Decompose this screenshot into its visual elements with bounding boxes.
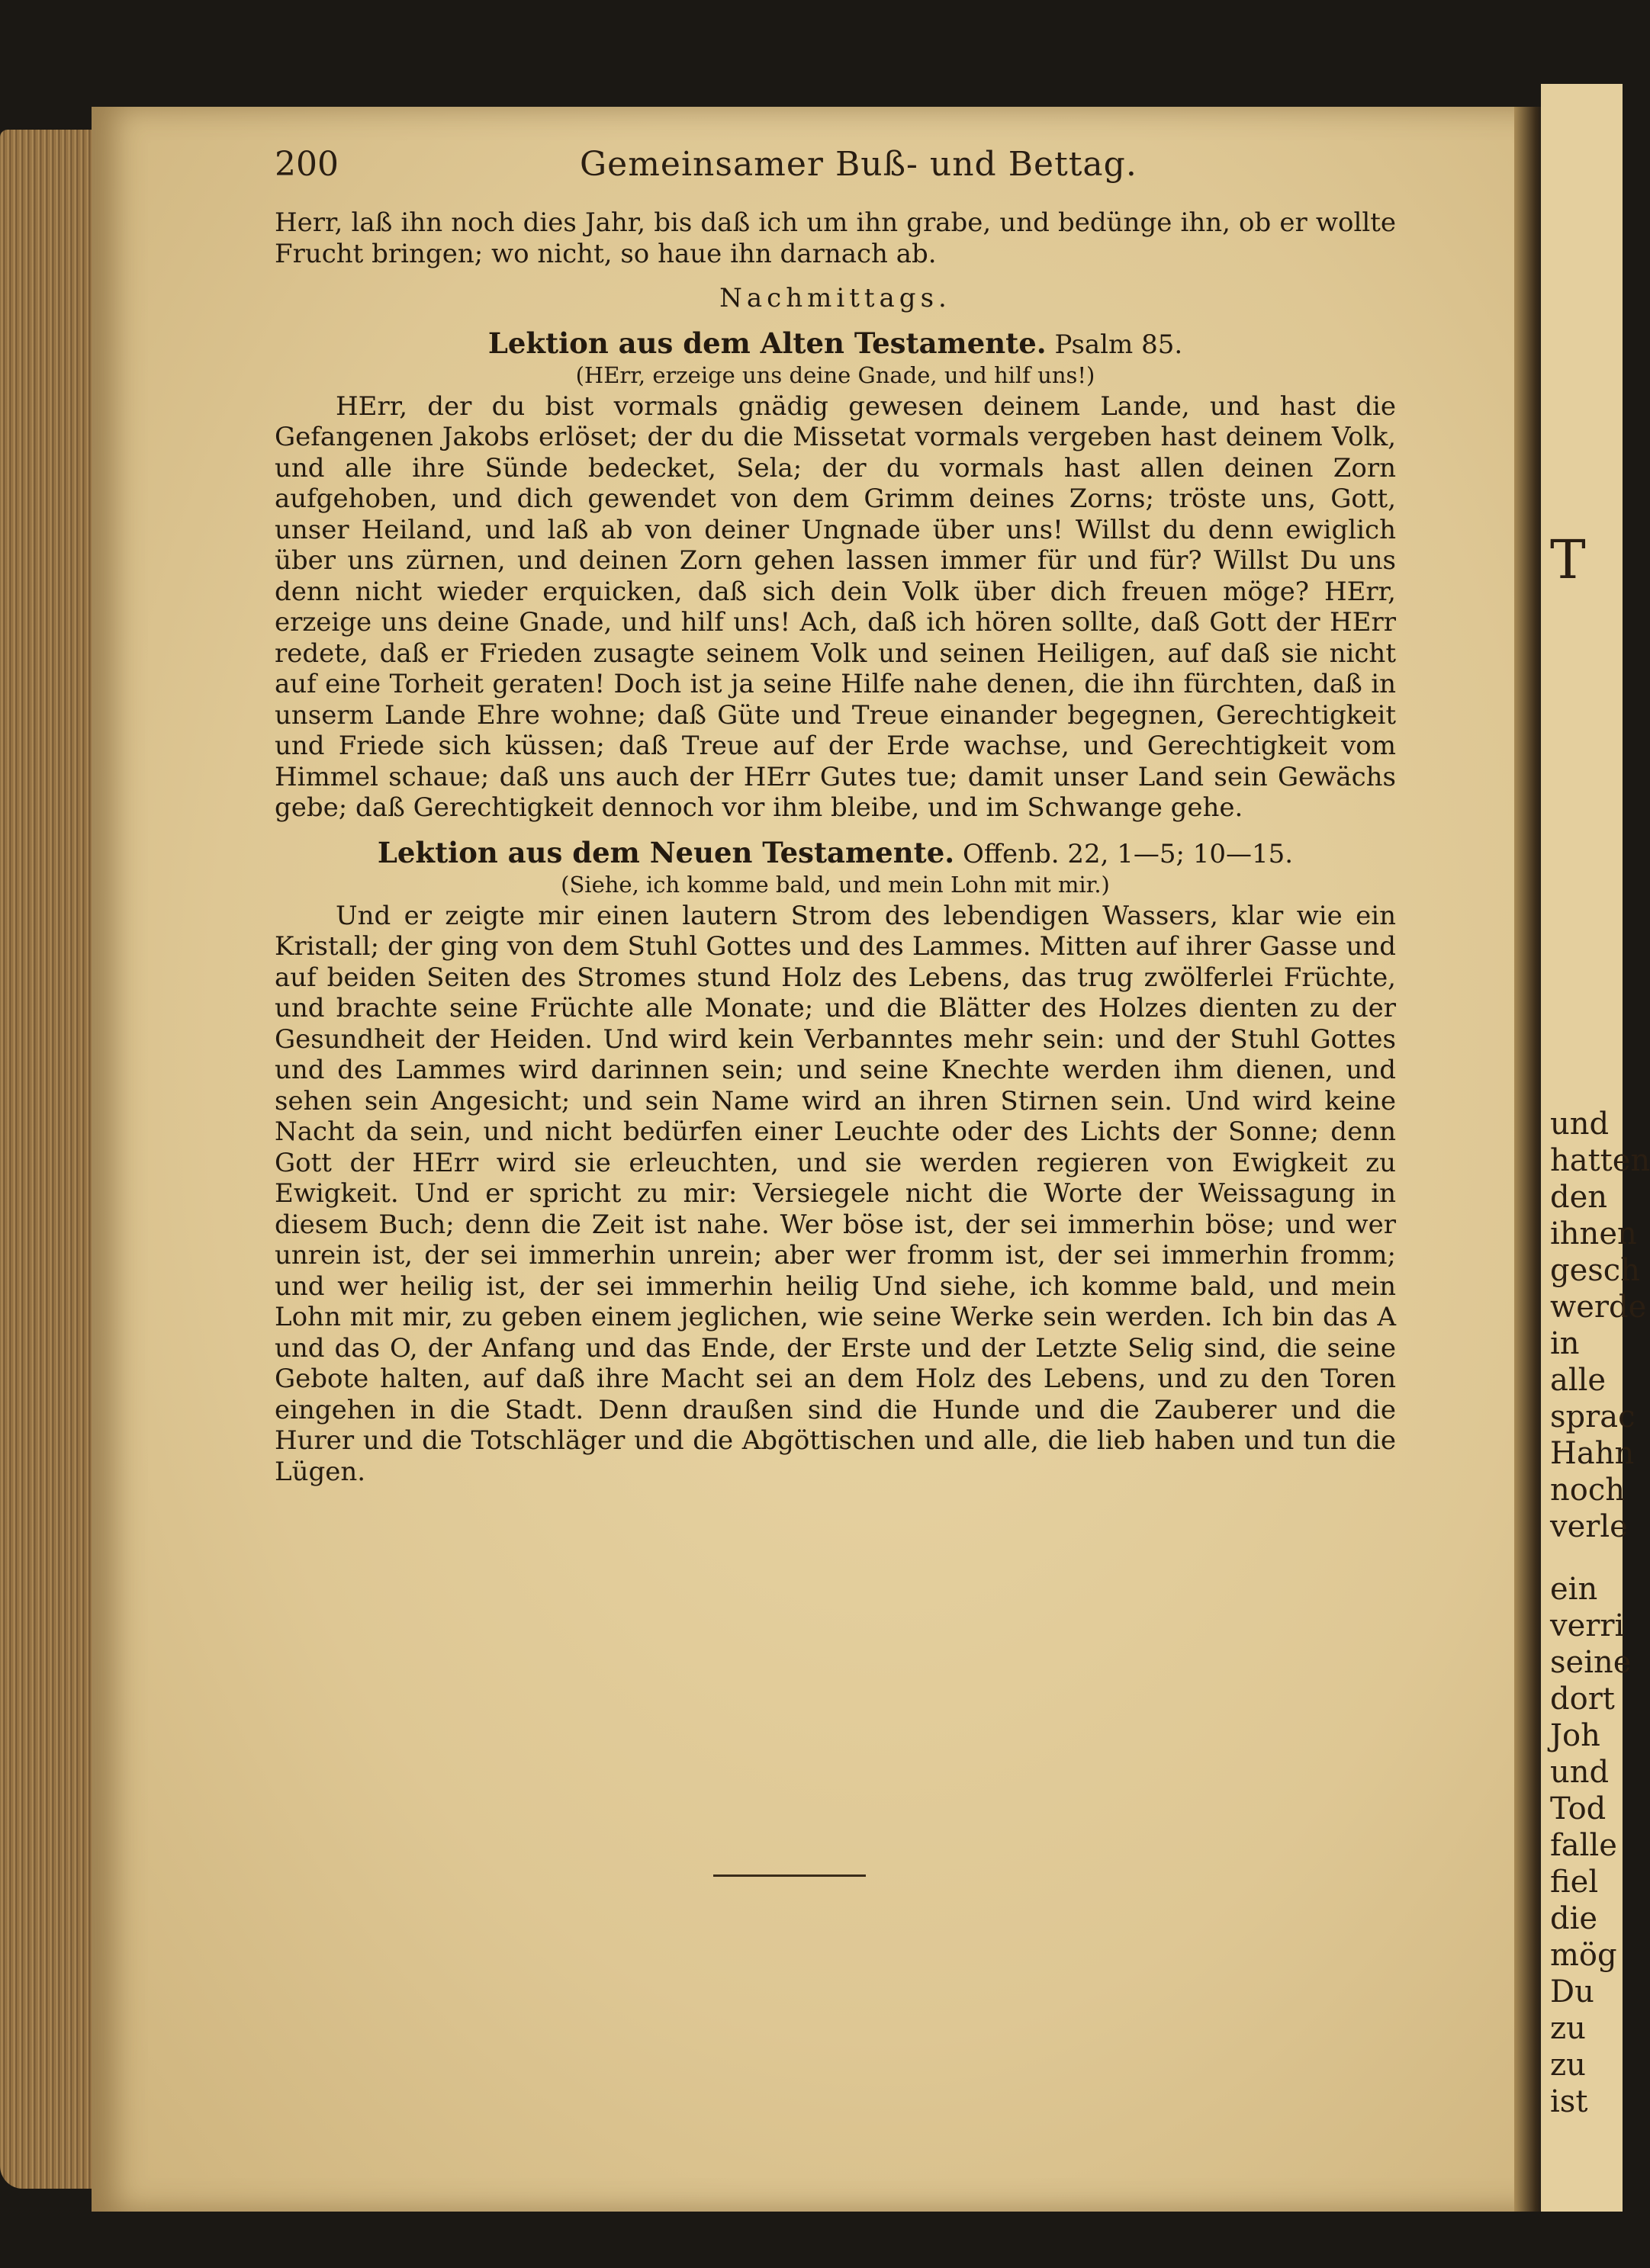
book-gutter xyxy=(1514,107,1545,2212)
running-title: Gemeinsamer Buß- und Bettag. xyxy=(580,145,1137,184)
facing-line: verle xyxy=(1550,1509,1628,1544)
facing-line: ihnen xyxy=(1550,1216,1637,1251)
facing-page-fragment xyxy=(1541,84,1650,2212)
facing-line: in xyxy=(1550,1326,1580,1361)
facing-line: dort xyxy=(1550,1682,1615,1717)
facing-line: und xyxy=(1550,1755,1610,1790)
end-rule xyxy=(713,1874,866,1877)
facing-line: die xyxy=(1550,1901,1598,1936)
page-stack-edge xyxy=(0,130,99,2189)
lesson2-reference: Offenb. 22, 1—5; 10—15. xyxy=(962,838,1294,869)
page-body xyxy=(275,207,1396,1487)
section-title: Nachmittags. xyxy=(719,283,951,313)
facing-line: Du xyxy=(1550,1974,1594,2009)
lesson2-heading xyxy=(275,837,1396,870)
lesson2-text: Und er zeigte mir einen lautern Strom des lebendigen Wassers, klar wie ein Kristall; der ging von dem Stuhl Gottes und des Lammes. Mitten auf ihrer Gasse und auf beiden Seiten des Stromes stund Holz des Lebens, das trug zwölferlei Früchte, und brachte seine Früchte alle Monate; und die Blätter des Holzes dienten zu der Gesundheit der Heiden. Und wird kein Verbanntes mehr sein: und der Stuhl Gottes und des Lammes wird darinnen sein; und seine Knechte werden ihm dienen, und sehen sein Angesicht; und sein Name wird an ihren Stirnen sein. Und wird keine Nacht da sein, und nicht bedürfen einer Leuchte oder des Lichts der Sonne; denn Gott der HErr wird sie erleuchten, und sie werden regieren von Ewigkeit zu Ewigkeit. Und er spricht zu mir: Versiegele nicht die Worte der Weissagung in diesem Buch; denn die Zeit ist nahe. Wer böse ist, der sei immerhin böse; und wer unrein ist, der sei immerhin unrein; aber wer fromm ist, der sei immerhin fromm; und wer heilig ist, der sei immerhin heilig Und siehe, ich komme bald, und mein Lohn mit mir, zu geben einem jeglichen, wie seine Werke sein werden. Ich bin das A und das O, der Anfang und das Ende, der Erste und der Letzte Selig sind, die seine Gebote halten, auf daß ihre Macht sei an dem Holz des Lebens, und zu den Toren eingehen in die Stadt. Denn draußen sind die Hunde und die Zauberer und die Hurer und die Totschläger und die Abgöttischen und alle, die lieb haben und tun die Lügen. xyxy=(275,900,1396,1487)
opening-paragraph: Herr, laß ihn noch dies Jahr, bis daß ich um ihn grabe, und bedünge ihn, ob er wollte Frucht bringen; wo nicht, so haue ihn darnach ab. xyxy=(275,207,1396,269)
facing-line: hatten xyxy=(1550,1143,1650,1178)
lesson1-heading xyxy=(275,328,1396,361)
facing-line: und xyxy=(1550,1107,1610,1142)
lesson2-subtitle: (Siehe, ich komme bald, und mein Lohn mit mir.) xyxy=(561,872,1110,898)
facing-line: ist xyxy=(1550,2084,1588,2119)
lesson1-text: HErr, der du bist vormals gnädig gewesen deinem Lande, und hast die Gefangenen Jakobs erlöset; der du die Missetat vormals vergeben hast deinem Volk, und alle ihre Sünde bedecket, Sela; der du vormals hast allen deinen Zorn aufgehoben, und dich gewendet von dem Grimm deines Zorns; tröste uns, Gott, unser Heiland, und laß ab von deiner Ungnade über uns! Willst du denn ewiglich über uns zürnen, und deinen Zorn gehen lassen immer für und für? Willst Du uns denn nicht wieder erquicken, daß sich dein Volk über dich freuen möge? HErr, erzeige uns deine Gnade, und hilf uns! Ach, daß ich hören sollte, daß Gott der HErr redete, daß er Frieden zusagte seinem Volk und seinen Heiligen, auf daß sie nicht auf eine Torheit geraten! Doch ist ja seine Hilfe nahe denen, die ihn fürchten, daß in unserm Lande Ehre wohne; daß Güte und Treue einander begegnen, Gerechtigkeit und Friede sich küssen; daß Treue auf der Erde wachse, und Gerechtigkeit vom Himmel schaue; daß uns auch der HErr Gutes tue; damit unser Land sein Gewächs gebe; daß Gerechtigkeit dennoch vor ihm bleibe, und im Schwange gehe. xyxy=(275,390,1396,823)
lesson1-reference: Psalm 85. xyxy=(1054,329,1183,360)
facing-line: gesch xyxy=(1550,1253,1640,1288)
facing-line: den xyxy=(1550,1180,1608,1215)
facing-initial: T xyxy=(1550,528,1586,591)
facing-line: alle xyxy=(1550,1363,1607,1398)
facing-line: noch xyxy=(1550,1473,1626,1508)
facing-line: seine xyxy=(1550,1645,1632,1680)
facing-line: Tod xyxy=(1550,1791,1607,1826)
page-number: 200 xyxy=(275,145,339,184)
facing-line: sprac xyxy=(1550,1399,1636,1434)
facing-line: mög xyxy=(1550,1938,1617,1973)
lesson1-title: Lektion aus dem Alten Testamente. xyxy=(487,326,1047,360)
lesson1-subtitle: (HErr, erzeige uns deine Gnade, und hilf uns!) xyxy=(575,362,1095,388)
facing-line: Joh xyxy=(1550,1718,1600,1753)
facing-line: zu xyxy=(1550,2011,1586,2046)
facing-line: falle xyxy=(1550,1828,1617,1863)
facing-line: zu xyxy=(1550,2048,1586,2083)
facing-line: ein xyxy=(1550,1572,1598,1607)
facing-line: verri xyxy=(1550,1608,1625,1643)
facing-line: werde xyxy=(1550,1290,1647,1325)
facing-line: Hahn xyxy=(1550,1436,1635,1471)
page-header xyxy=(275,145,1404,191)
lesson2-title: Lektion aus dem Neuen Testamente. xyxy=(377,835,955,869)
facing-line: fiel xyxy=(1550,1865,1599,1900)
